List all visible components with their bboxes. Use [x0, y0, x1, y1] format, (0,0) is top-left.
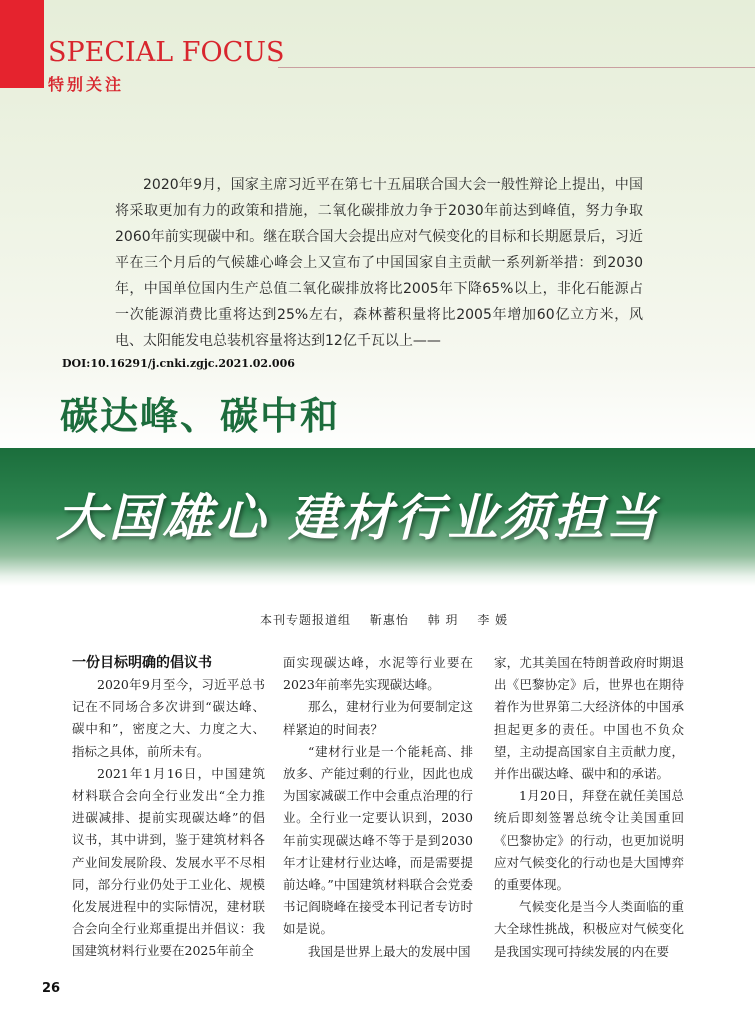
article-title: 碳达峰、碳中和	[60, 394, 341, 438]
page-number: 26	[42, 981, 61, 996]
body-paragraph: 面实现碳达峰，水泥等行业要在2023年前率先实现碳达峰。	[283, 655, 473, 693]
byline-author: 靳惠怡	[369, 613, 409, 627]
byline-author: 韩 玥	[427, 613, 459, 627]
body-paragraph: 2020年9月至今，习近平总书记在不同场合多次讲到“碳达峰、碳中和”，密度之大、力度之大、指标之具体，前所未有。	[72, 677, 265, 759]
byline-group: 本刊专题报道组	[260, 613, 352, 627]
body-paragraph: 气候变化是当今人类面临的重大全球性挑战，积极应对气候变化是我国实现可持续发展的内在要	[494, 899, 684, 959]
doi-label: DOI:10.16291/j.cnki.zgjc.2021.02.006	[62, 357, 295, 370]
article-column-2	[283, 652, 473, 963]
section-heading: 一份目标明确的倡议书	[72, 655, 212, 671]
body-paragraph: “建材行业是一个能耗高、排放多、产能过剩的行业，因此也成为国家减碳工作中会重点治理的行业。全行业一定要认识到，2030年前实现碳达峰不等于是到2030年才让建材行业达峰，而是需要提前达峰。”中国建筑材料联合会党委书记阎晓峰在接受本刊记者专访时如是说。	[283, 743, 473, 937]
article-column-3	[494, 652, 684, 963]
byline-author: 李 媛	[477, 613, 509, 627]
body-paragraph: 1月20日，拜登在就任美国总统后即刻签署总统令让美国重回《巴黎协定》的行动，也更加说明应对气候变化的行动也是大国博弈的重要体现。	[494, 788, 684, 893]
body-paragraph: 我国是世界上最大的发展中国	[308, 943, 471, 959]
section-color-block	[0, 0, 44, 88]
intro-paragraph: 2020年9月，国家主席习近平在第七十五届联合国大会一般性辩论上提出，中国将采取更加有力的政策和措施，二氧化碳排放力争于2030年前达到峰值，努力争取2060年前实现碳中和。继在联合国大会提出应对气候变化的目标和长期愿景后，习近平在三个月后的气候雄心峰会上又宣布了中国国家自主贡献一系列新举措：到2030年，中国单位国内生产总值二氧化碳排放将比2005年下降65%以上，非化石能源占一次能源消费比重将达到25%左右，森林蓄积量将比2005年增加60亿立方米，风电、太阳能发电总装机容量将达到12亿千瓦以上——	[115, 177, 643, 349]
article-column-1	[72, 652, 265, 963]
section-title-cn: 特别关注	[48, 75, 125, 94]
header-rule	[278, 67, 755, 68]
body-paragraph: 家，尤其美国在特朗普政府时期退出《巴黎协定》后，世界也在期待着作为世界第二大经济体的中国承担起更多的责任。中国也不负众望，主动提高国家自主贡献力度，并作出碳达峰、碳中和的承诺。	[494, 655, 684, 782]
section-title-en: SPECIAL FOCUS	[48, 37, 285, 68]
article-subtitle: 大国雄心 建材行业须担当	[56, 489, 660, 547]
body-paragraph: 2021年1月16日，中国建筑材料联合会向全行业发出“全力推进碳减排、提前实现碳达峰”的倡议书，其中讲到，鉴于建筑材料各产业间发展阶段、发展水平不尽相同，部分行业仍处于工业化、规模化发展进程中的实际情况，建材联合会向全行业郑重提出并倡议：我国建筑材料行业要在2025年前全	[72, 765, 265, 959]
body-paragraph: 那么，建材行业为何要制定这样紧迫的时间表？	[283, 699, 473, 737]
byline	[260, 611, 522, 628]
